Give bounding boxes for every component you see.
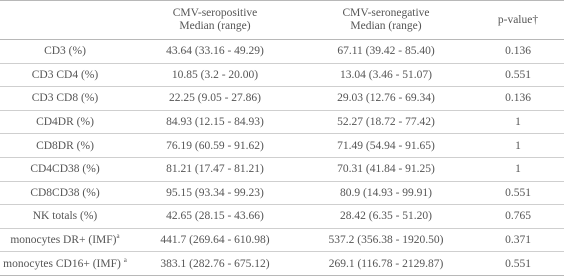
row-label [0,110,130,134]
p-value: 0.765 [472,205,564,229]
seropositive-value: 84.93 (12.15 - 84.93) [130,110,300,134]
seropositive-value: 95.15 (93.34 - 99.23) [130,181,300,205]
seronegative-value: 269.1 (116.78 - 2129.87) [300,252,472,276]
seropositive-value: 42.65 (28.15 - 43.66) [130,205,300,229]
p-value: 0.136 [472,87,564,111]
seropositive-value: 441.7 (269.64 - 610.98) [130,228,300,252]
row-label-text: CD8CD38 (%) [30,186,100,199]
seropositive-value: 10.85 (3.2 - 20.00) [130,63,300,87]
table-row [0,181,564,205]
seronegative-value: 71.49 (54.94 - 91.65) [300,134,472,158]
table-row [0,63,564,87]
header-row [0,1,564,40]
seropositive-value: 43.64 (33.16 - 49.29) [130,40,300,64]
row-label [0,134,130,158]
seronegative-value: 537.2 (356.38 - 1920.50) [300,228,472,252]
header-cmv-seropositive [130,1,300,40]
header-marker [0,1,130,40]
table-row [0,205,564,229]
seronegative-value: 67.11 (39.42 - 85.40) [300,40,472,64]
row-label-text: CD4CD38 (%) [30,163,100,176]
table-row [0,110,564,134]
row-label-text: NK totals (%) [32,210,98,223]
p-value: 0.136 [472,40,564,64]
p-value: 0.551 [472,63,564,87]
table-row [0,87,564,111]
row-label-text: CD3 CD4 (%) [31,68,99,81]
p-value: 0.551 [472,252,564,276]
header-cmv-seronegative [300,1,472,40]
table-body [0,40,564,276]
row-label-text: CD4DR (%) [36,116,94,129]
row-label-footnote-marker: a [123,255,127,264]
header-cmv-seropositive-line2: Median (range) [179,20,251,32]
p-value: 1 [472,134,564,158]
table-row [0,157,564,181]
header-cmv-seropositive-line1: CMV-seropositive [172,7,258,19]
p-value: 1 [472,157,564,181]
row-label-text: monocytes DR+ (IMF) [10,234,117,247]
row-label [0,63,130,87]
row-label [0,228,130,252]
table-row [0,40,564,64]
seronegative-value: 13.04 (3.46 - 51.07) [300,63,472,87]
row-label-text: CD3 CD8 (%) [31,92,99,105]
row-label [0,40,130,64]
seropositive-value: 81.21 (17.47 - 81.21) [130,157,300,181]
row-label [0,87,130,111]
header-p-value-label: p-value† [497,13,539,26]
row-label [0,205,130,229]
p-value: 0.371 [472,228,564,252]
header-cmv-seronegative-line2: Median (range) [350,20,422,32]
table-row [0,228,564,252]
row-label-text: CD3 (%) [44,45,86,58]
row-label-text: monocytes CD16+ (IMF) [3,257,124,270]
table-row [0,134,564,158]
row-label [0,181,130,205]
seronegative-value: 80.9 (14.93 - 99.91) [300,181,472,205]
header-p-value [472,1,564,40]
seronegative-value: 29.03 (12.76 - 69.34) [300,87,472,111]
seronegative-value: 52.27 (18.72 - 77.42) [300,110,472,134]
seronegative-value: 28.42 (6.35 - 51.20) [300,205,472,229]
header-cmv-seronegative-line1: CMV-seronegative [342,7,430,19]
seropositive-value: 22.25 (9.05 - 27.86) [130,87,300,111]
row-label [0,157,130,181]
p-value: 0.551 [472,181,564,205]
p-value: 1 [472,110,564,134]
seronegative-value: 70.31 (41.84 - 91.25) [300,157,472,181]
seropositive-value: 76.19 (60.59 - 91.62) [130,134,300,158]
seropositive-value: 383.1 (282.76 - 675.12) [130,252,300,276]
row-label-footnote-marker: a [116,232,120,241]
row-label-text: CD8DR (%) [36,139,94,152]
